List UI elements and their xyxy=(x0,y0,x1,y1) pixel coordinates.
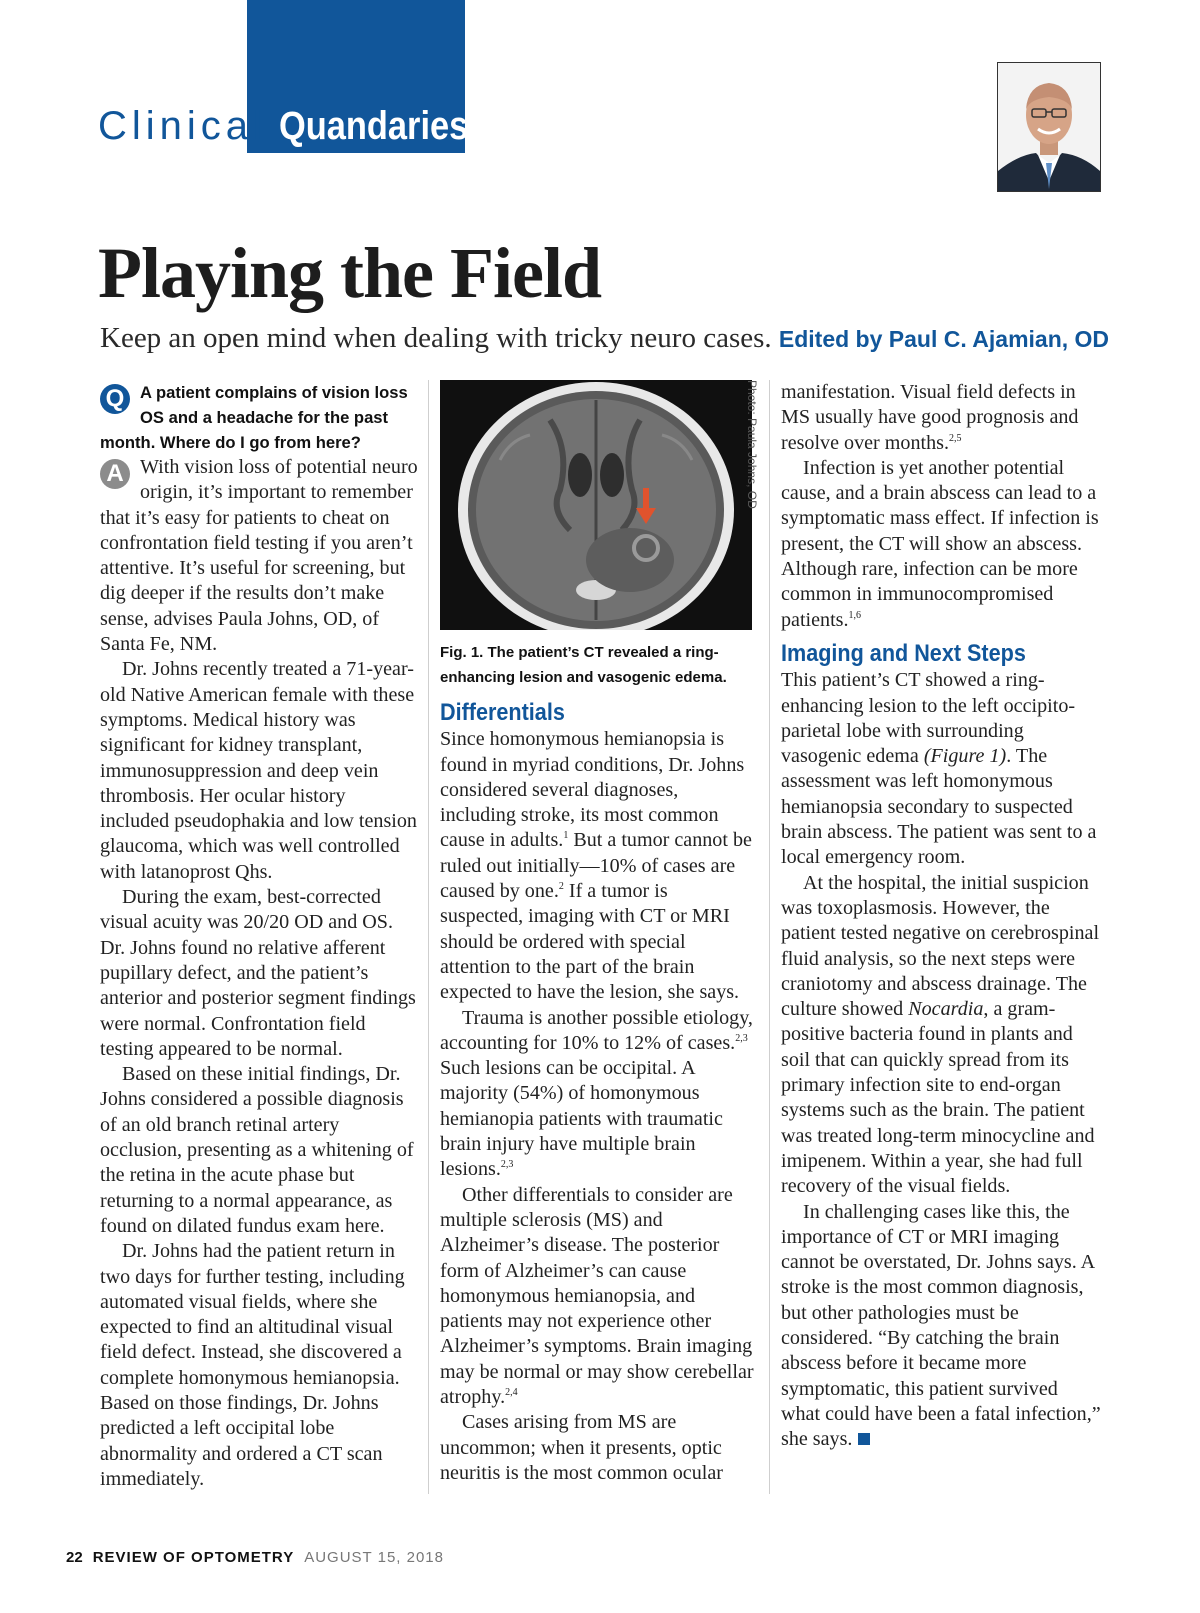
column-rule-2 xyxy=(769,380,770,1494)
deck-text: Keep an open mind when dealing with tricky neuro cases. xyxy=(100,322,772,354)
col2-paragraph-4: Cases arising from MS are uncommon; when it presents, optic neuritis is the most common ocular xyxy=(440,1411,723,1484)
editor-byline: Edited by Paul C. Ajamian, OD xyxy=(778,326,1110,352)
article-title: Playing the Field xyxy=(98,233,601,313)
column-2 xyxy=(440,380,759,1486)
col3-paragraph-4: At the hospital, the initial suspicion was toxoplasmosis. However, the patient tested negative on cerebrospinal fluid analysis, so the next steps were craniotomy and abscess drainage. The culture showed Nocardia, a gram-positive bacteria found in plants and soil that can quickly spread from its primary infection site to end-organ systems such as the brain. The patient was treated long-term minocycline and imipenem. Within a year, she had full recovery of the visual fields. xyxy=(781,871,1100,1198)
figure-1 xyxy=(440,380,759,630)
answer-badge: A xyxy=(100,459,130,489)
ct-scan-image xyxy=(440,380,752,630)
question-badge: Q xyxy=(100,384,130,414)
end-of-article-mark xyxy=(858,1433,870,1445)
page-footer xyxy=(66,1549,444,1566)
col2-paragraph-1: Since homonymous hemianopsia is found in myriad conditions, Dr. Johns considered several diagnoses, including stroke, its most common cause in adults.$^1$ But a tumor cannot be ruled out initially—10% of cases are caused by one.$^2$ If a tumor is suspected, imaging with CT or MRI should be ordered with special attention to the part of the brain expected to have the lesion, she says. xyxy=(440,728,752,1004)
section-label-clinical: Clinical xyxy=(98,104,267,148)
column-1 xyxy=(100,380,418,1492)
answer-text: With vision loss of potential neuro origin, it’s important to remember that it’s easy for patients to cheat on confrontation field testing if you aren’t attentive. It’s useful for screening, but dig deeper if the results don’t make sense, advises Paula Johns, OD, of Santa Fe, NM. xyxy=(100,456,418,656)
col1-paragraph-3: During the exam, best-corrected visual acuity was 20/20 OD and OS. Dr. Johns found no relative afferent pupillary defect, and the patient’s anterior and posterior segment findings were normal. Confrontation field testing appeared to be normal. xyxy=(100,886,416,1060)
page-number: 22 xyxy=(66,1549,83,1566)
question-text: A patient complains of vision loss OS and a headache for the past month. Where do I go from here? xyxy=(100,383,408,452)
col3-paragraph-3: This patient’s CT showed a ring-enhancing lesion to the left occipito-parietal lobe with surrounding vasogenic edema (Figure 1). The assessment was left homonymous hemianopsia secondary to suspected brain abscess. The patient was sent to a local emergency room. xyxy=(781,669,1097,869)
article-deck xyxy=(100,322,1110,355)
col1-paragraph-5: Dr. Johns had the patient return in two days for further testing, including automated visual fields, where she expected to find an altitudinal visual field defect. Instead, she discovered a complete homonymous hemianopsia. Based on those findings, Dr. Johns predicted a left occipital lobe abnormality and ordered a CT scan immediately. xyxy=(100,1240,405,1490)
answer-paragraph xyxy=(100,455,418,657)
column-3 xyxy=(781,380,1101,1452)
section-label xyxy=(98,104,499,154)
figure-caption: Fig. 1. The patient’s CT revealed a ring-enhancing lesion and vasogenic edema. xyxy=(440,644,727,686)
col3-paragraph-2: Infection is yet another potential cause, and a brain abscess can lead to a symptomatic mass effect. If infection is present, the CT will show an abscess. Although rare, infection can be more common in immunocompromised patients.$^{1,6}$ xyxy=(781,456,1099,631)
heading-imaging-next-steps: Imaging and Next Steps xyxy=(781,639,1026,667)
col1-paragraph-2: Dr. Johns recently treated a 71-year-old Native American female with these symptoms. Medical history was significant for kidney transplant, immunosuppression and deep vein thrombosis. Her ocular history included pseudophakia and low tension glaucoma, which was well controlled with latanoprost Qhs. xyxy=(100,658,417,883)
col2-paragraph-3: Other differentials to consider are multiple sclerosis (MS) and Alzheimer’s disease. The posterior form of Alzheimer’s can cause homonymous hemianopsia, and patients may not experience other Alzheimer’s symptoms. Brain imaging may be normal or may show cerebellar atrophy.$^{2,4}$ xyxy=(440,1183,754,1409)
editor-portrait xyxy=(997,62,1101,192)
issue-date: AUGUST 15, 2018 xyxy=(304,1549,444,1566)
col3-paragraph-1: manifestation. Visual field defects in MS usually have good prognosis and resolve over months.$^{2,5}$ xyxy=(781,381,1079,454)
publication-name: REVIEW OF OPTOMETRY xyxy=(92,1549,295,1566)
heading-differentials: Differentials xyxy=(440,699,565,726)
photo-credit: Photo: Paula Johns, OD xyxy=(745,380,759,509)
col3-paragraph-5: In challenging cases like this, the importance of CT or MRI imaging cannot be overstated, Dr. Johns says. A stroke is the most common diagnosis, but other pathologies must be considered. “By catching the brain abscess before it became more symptomatic, this patient survived what could have been a fatal infection,” she says. xyxy=(781,1200,1101,1451)
question-block xyxy=(100,380,418,455)
col2-paragraph-2: Trauma is another possible etiology, accounting for 10% to 12% of cases.$^{2,3}$ Such lesions can be occipital. A majority (54%) of homonymous hemianopia patients with traumatic brain injury have multiple brain lesions.$^{2,3}$ xyxy=(440,1006,753,1181)
section-label-quandaries: Quandaries xyxy=(278,104,469,148)
column-rule-1 xyxy=(428,380,429,1494)
col1-paragraph-4: Based on these initial findings, Dr. Johns considered a possible diagnosis of an old branch retinal artery occlusion, presenting as a whitening of the retina in the acute phase but returning to a normal appearance, as found on dilated fundus exam here. xyxy=(100,1063,414,1237)
